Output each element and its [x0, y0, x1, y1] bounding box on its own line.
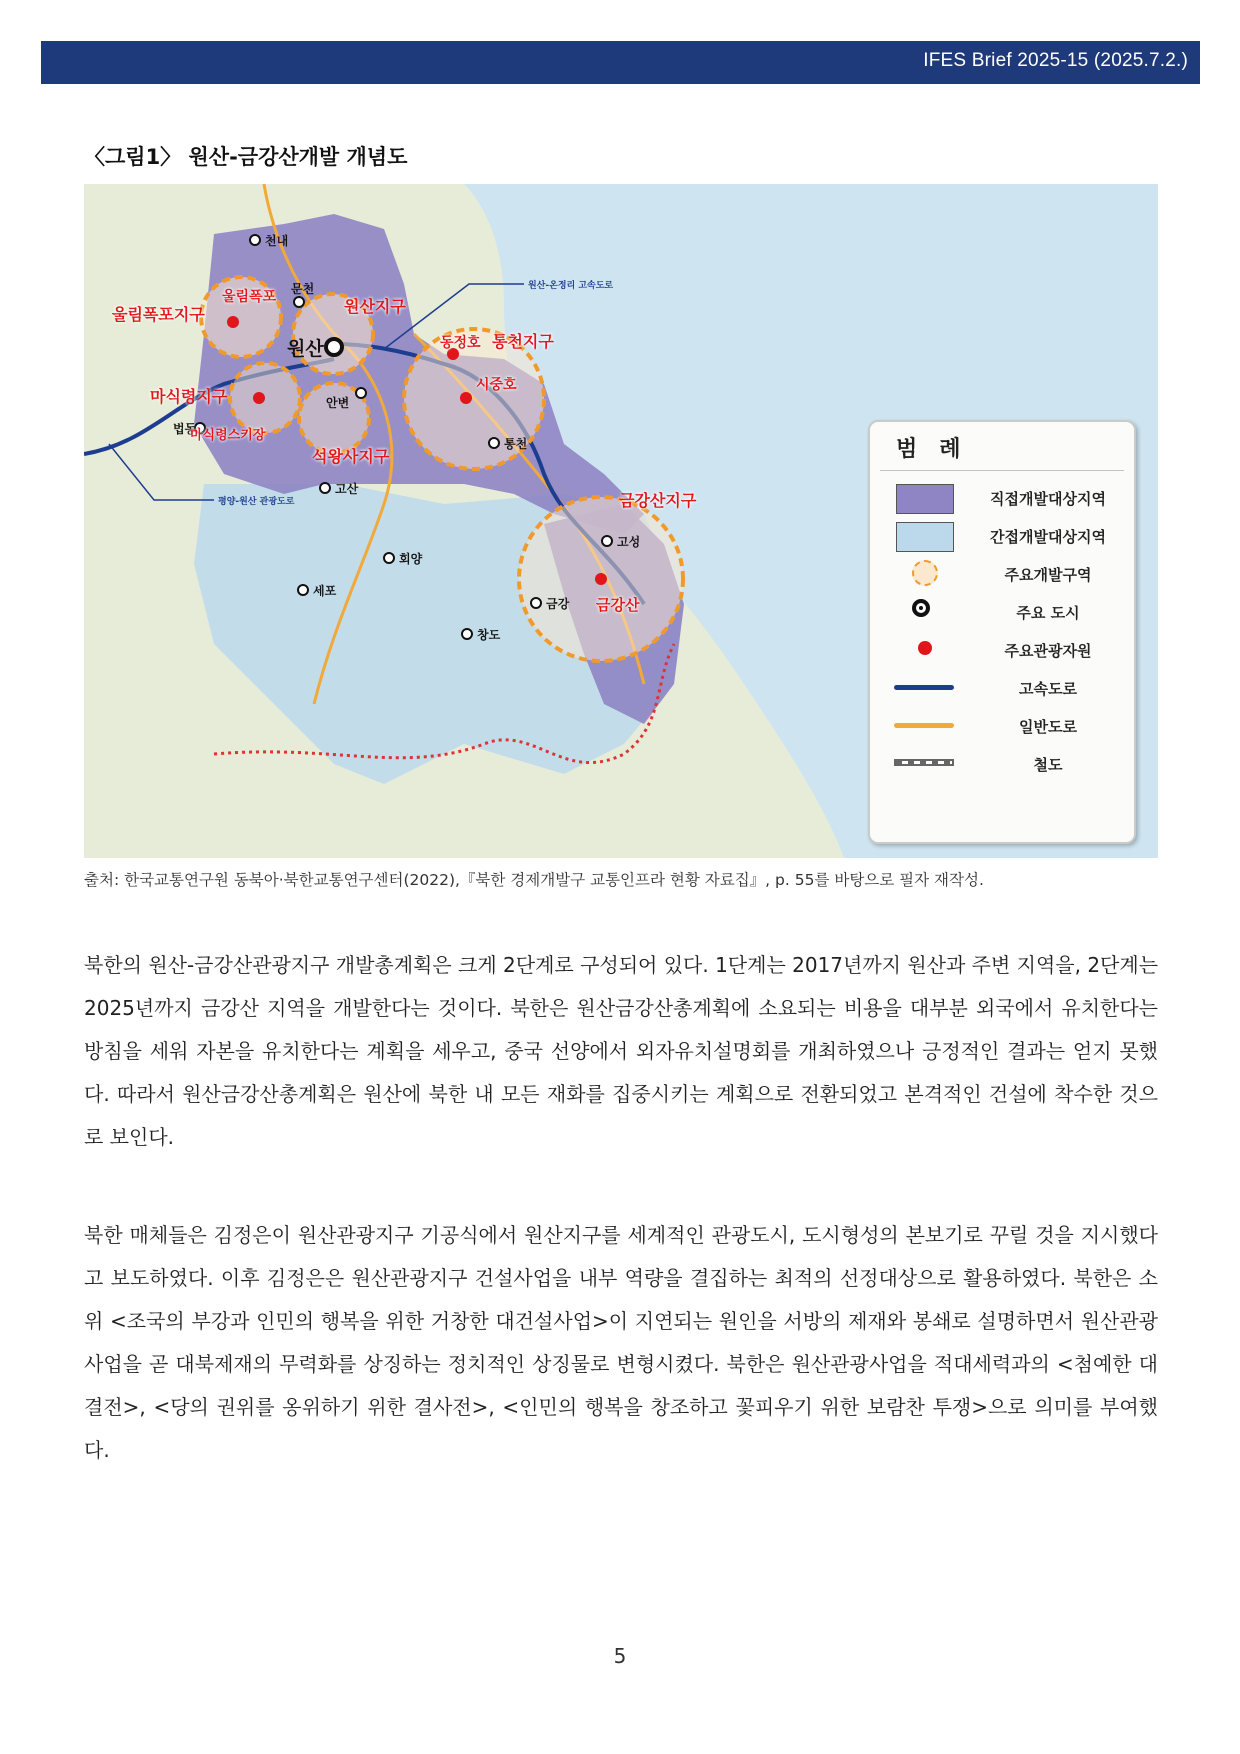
city-goseong: [602, 536, 612, 546]
road-line-icon: [892, 710, 954, 742]
tourism-point: [595, 573, 607, 585]
tourism-point: [460, 392, 472, 404]
city-sepo: [298, 585, 308, 595]
label-geumgangsan-district: 금강산지구: [619, 491, 697, 510]
label-masikryong-ski: 마식령스키장: [190, 428, 266, 443]
tourism-point: [253, 392, 265, 404]
label-masikryong-district: 마식령지구: [150, 387, 228, 406]
page-number: 5: [613, 1644, 627, 1668]
tourism-dot-icon: [892, 634, 954, 666]
label-cheonnae: 천내: [265, 234, 289, 248]
city-gosan: [320, 483, 330, 493]
label-sepo: 세포: [313, 584, 337, 598]
legend-item-railway: [870, 744, 1134, 784]
label-wonsan-onjeongri-expressway: 원산-온정리 고속도로: [528, 281, 614, 291]
legend-label: 주요 도시: [1016, 604, 1080, 622]
legend-label: 철도: [1033, 756, 1063, 774]
label-geumgang: 금강: [546, 597, 570, 611]
label-sijungho: 시중호: [476, 377, 517, 393]
legend-label: 간접개발대상지역: [990, 528, 1106, 546]
city-anbyeon: [356, 388, 366, 398]
tourism-point: [227, 316, 239, 328]
expressway-line-icon: [892, 672, 954, 704]
label-wonsan-district: 원산지구: [344, 297, 406, 316]
city-changdo: [462, 629, 472, 639]
figure-title: 〈그림1〉 원산-금강산개발 개념도: [84, 145, 408, 169]
legend-item-direct-area: [870, 478, 1134, 518]
label-dongjeongho: 동정호: [440, 335, 481, 351]
city-cheonnae: [250, 235, 260, 245]
legend-label: 주요관광자원: [1004, 642, 1092, 660]
label-seogwangsa-district: 석왕사지구: [312, 447, 390, 466]
city-tongcheon: [489, 438, 499, 448]
zone-circle-icon: [892, 558, 954, 590]
label-tongcheon: 통천: [504, 437, 528, 451]
concept-map: [84, 184, 1158, 858]
legend-label: 주요개발구역: [1004, 566, 1092, 584]
legend-divider: [880, 470, 1124, 471]
city-marker-icon: [892, 596, 954, 628]
label-anbyeon: 안변: [326, 396, 350, 410]
legend-item-tourism: [870, 630, 1134, 670]
label-geumgangsan: 금강산: [596, 596, 640, 614]
body-paragraph: 북한 매체들은 김정은이 원산관광지구 기공식에서 원산지구를 세계적인 관광도시, 도시형성의 본보기로 꾸릴 것을 지시했다고 보도하였다. 이후 김정은은 원산관광지구 건설사업을 내부 역량을 결집하는 최적의 선정대상으로 활용하였다. 북한은 소위 <조국의 부강과 인민의 행복을 위한 거창한 대건설사업>이 지연되는 원인을 서방의 제재와 봉쇄로 설명하면서 원산관광사업을 곧 대북제재의 무력화를 상징하는 정치적인 상징물로 변형시켰다. 북한은 원산관광사업을 적대세력과의 <첨예한 대결전>, <당의 권위를 옹위하기 위한 결사전>, <인민의 행복을 창조하고 꽃피우기 위한 보람찬 투쟁>으로 의미를 부여했다.: [84, 1223, 1158, 1462]
legend-label: 고속도로: [1019, 680, 1077, 698]
label-changdo: 창도: [477, 628, 501, 642]
railway-line-icon: [892, 748, 954, 780]
label-goseong: 고성: [617, 535, 641, 549]
label-pyongyang-wonsan-road: 평양-원산 관광도로: [218, 497, 295, 507]
map-legend: [868, 420, 1136, 844]
direct-area-swatch: [892, 482, 954, 514]
figure-source: 출처: 한국교통연구원 동북아·북한교통연구센터(2022),『북한 경제개발구 교통인프라 현황 자료집』, p. 55를 바탕으로 필자 재작성.: [84, 871, 984, 889]
city-muncheon: [294, 297, 304, 307]
label-muncheon: 문천: [291, 282, 315, 296]
legend-item-zone: [870, 554, 1134, 594]
legend-item-city: [870, 592, 1134, 632]
legend-label: 직접개발대상지역: [990, 490, 1106, 508]
legend-item-indirect-area: [870, 516, 1134, 556]
label-beopdong: 법동: [173, 422, 197, 436]
label-gosan: 고산: [335, 482, 359, 496]
label-wonsan: 원산: [287, 338, 324, 360]
legend-item-road: [870, 706, 1134, 746]
city-wonsan: [326, 339, 342, 355]
label-ullim-district: 울림폭포지구: [112, 305, 205, 324]
legend-label: 일반도로: [1019, 718, 1077, 736]
indirect-area-swatch: [892, 520, 954, 552]
label-ullim-falls: 울림폭포: [222, 289, 277, 305]
label-tongcheon-district: 통천지구: [492, 332, 554, 351]
header-bar: [41, 41, 1200, 84]
city-geumgang: [531, 598, 541, 608]
legend-title: 범례: [896, 437, 983, 462]
legend-item-expressway: [870, 668, 1134, 708]
body-paragraph: 북한의 원산-금강산관광지구 개발총계획은 크게 2단계로 구성되어 있다. 1단계는 2017년까지 원산과 주변 지역을, 2단계는 2025년까지 금강산 지역을 개발한다는 것이다. 북한은 원산금강산총계획에 소요되는 비용을 대부분 외국에서 유치한다는 방침을 세워 자본을 유치한다는 계획을 세우고, 중국 선양에서 외자유치설명회를 개최하였으나 긍정적인 결과는 얻지 못했다. 따라서 원산금강산총계획은 원산에 북한 내 모든 재화를 집중시키는 계획으로 전환되었고 본격적인 건설에 착수한 것으로 보인다.: [84, 953, 1159, 1149]
label-hoeyang: 회양: [399, 552, 423, 566]
city-hoeyang: [384, 553, 394, 563]
header-text: IFES Brief 2025-15 (2025.7.2.): [923, 50, 1188, 71]
